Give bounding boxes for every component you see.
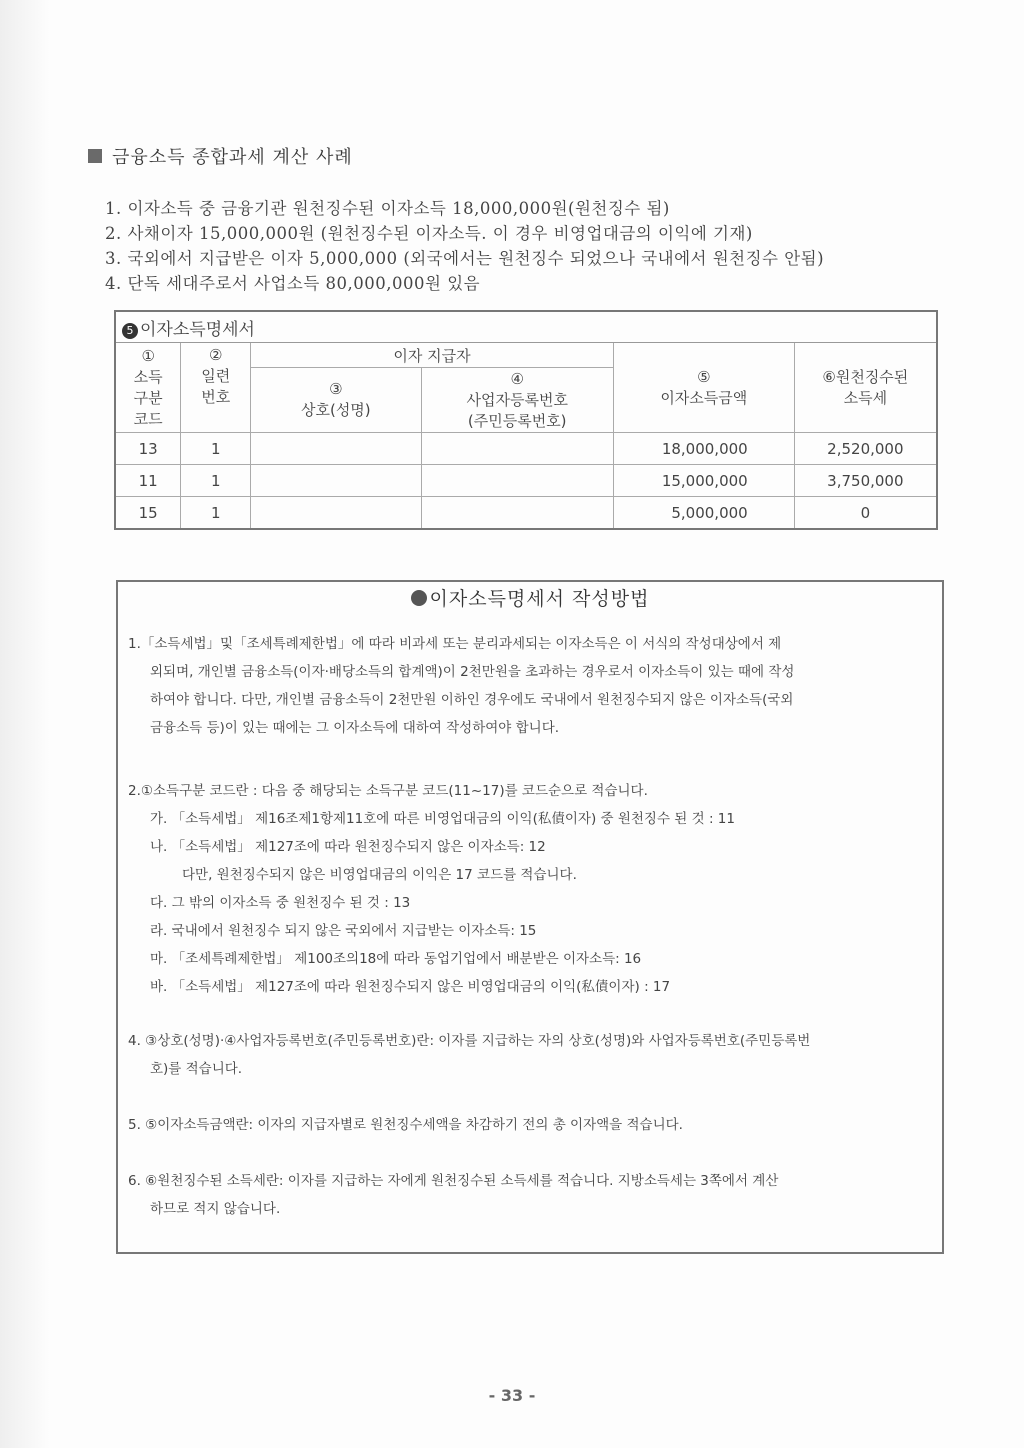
case-item: 4. 단독 세대주로서 사업소득 80,000,000원 있음: [105, 274, 481, 293]
table-row: [115, 497, 937, 530]
scan-shadow: [0, 0, 50, 1448]
cell-amount: 15,000,000: [613, 465, 794, 497]
instruction-2: 2.①소득구분 코드란 : 다음 중 해당되는 소득구분 코드(11~17)를 코드순으로 적습니다. 가. 「소득세법」 제16조제1항제11호에 따른 비영업대금의 이익(私債이자) 중 원천징수 된 것 : 11 나. 「소득세법」 제127조에 따라 원천징수되지 않은 이자소득: 12 다만, 원천징수되지 않은 비영업대금의 이익은 17 코드를 적습니다. 다. 그 밖의 이자소득 중 원천징수 된 것 : 13 라. 국내에서 원천징수 되지 않은 국외에서 지급받는 이자소득: 15 마. 「조세특례제한법」 제100조의18에 따라 동업기업에서 배분받은 이자소득: 16 바. 「소득세법」 제127조에 따라 원천징수되지 않은 비영업대금의 이익(私債이자) : 17: [128, 783, 735, 995]
cell-reg: [421, 465, 613, 497]
cell-seq: 1: [181, 465, 251, 497]
case-list: [105, 196, 824, 296]
cell-code: 11: [115, 465, 181, 497]
cell-tax: 0: [794, 497, 937, 530]
cell-name: [251, 497, 421, 530]
case-item: 3. 국외에서 지급받은 이자 5,000,000 (외국에서는 원천징수 되었으나 국내에서 원천징수 안됨): [105, 249, 825, 268]
cell-name: [251, 433, 421, 465]
cell-seq: 1: [181, 497, 251, 530]
header-income-code: ① 소득 구분 코드: [115, 343, 181, 433]
circled-number-icon: 5: [122, 323, 138, 339]
howto-title: [118, 584, 942, 611]
form-title: [115, 311, 937, 343]
instruction-4: 4. ③상호(성명)·④사업자등록번호(주민등록번호)란: 이자를 지급하는 자의 상호(성명)와 사업자등록번호(주민등록번 호)를 적습니다.: [128, 1033, 811, 1077]
instruction-1: 1.「소득세법」및「조세특례제한법」에 따라 비과세 또는 분리과세되는 이자소득은 이 서식의 작성대상에서 제 외되며, 개인별 금융소득(이자·배당소득의 합계액)이 2천만원을 초과하는 경우로서 이자소득이 있는 때에 작성 하여야 합니다. 다만, 개인별 금융소득이 2천만원 이하인 경우에도 국내에서 원천징수되지 않은 이자소득(국외 금융소득 등)이 있는 때에는 그 이자소득에 대하여 작성하여야 합니다.: [128, 636, 795, 736]
header-payer-group: 이자 지급자: [251, 343, 614, 368]
square-bullet-icon: [88, 149, 102, 163]
case-item: 1. 이자소득 중 금융기관 원천징수된 이자소득 18,000,000원(원천징수 됨): [105, 199, 670, 218]
page-number: - 33 -: [488, 1386, 536, 1405]
filled-circle-icon: [411, 590, 427, 606]
cell-reg: [421, 497, 613, 530]
header-registration-number: ④ 사업자등록번호 (주민등록번호): [421, 368, 613, 433]
form-title-text: 이자소득명세서: [140, 319, 255, 340]
section-title-text: 금융소득 종합과세 계산 사례: [112, 147, 353, 168]
header-withheld-tax: ⑥원천징수된 소득세: [794, 343, 937, 433]
table-row: [115, 465, 937, 497]
header-interest-amount: ⑤ 이자소득금액: [613, 343, 794, 433]
instruction-6: 6. ⑥원천징수된 소득세란: 이자를 지급하는 자에게 원천징수된 소득세를 적습니다. 지방소득세는 3쪽에서 계산 하므로 적지 않습니다.: [128, 1173, 779, 1217]
header-serial-number: ② 일련 번호: [181, 343, 251, 433]
cell-amount: 5,000,000: [613, 497, 794, 530]
cell-code: 15: [115, 497, 181, 530]
cell-reg: [421, 433, 613, 465]
section-title: [88, 143, 353, 169]
cell-name: [251, 465, 421, 497]
cell-code: 13: [115, 433, 181, 465]
table-row: [115, 433, 937, 465]
howto-title-text: 이자소득명세서 작성방법: [429, 588, 650, 610]
case-item: 2. 사채이자 15,000,000원 (원천징수된 이자소득. 이 경우 비영업대금의 이익에 기재): [105, 224, 753, 243]
header-payer-name: ③ 상호(성명): [251, 368, 421, 433]
interest-income-statement-table: [114, 310, 938, 530]
cell-tax: 2,520,000: [794, 433, 937, 465]
howto-box: [116, 580, 944, 1254]
cell-amount: 18,000,000: [613, 433, 794, 465]
instruction-5: 5. ⑤이자소득금액란: 이자의 지급자별로 원천징수세액을 차감하기 전의 총 이자액을 적습니다.: [128, 1117, 683, 1133]
cell-tax: 3,750,000: [794, 465, 937, 497]
cell-seq: 1: [181, 433, 251, 465]
